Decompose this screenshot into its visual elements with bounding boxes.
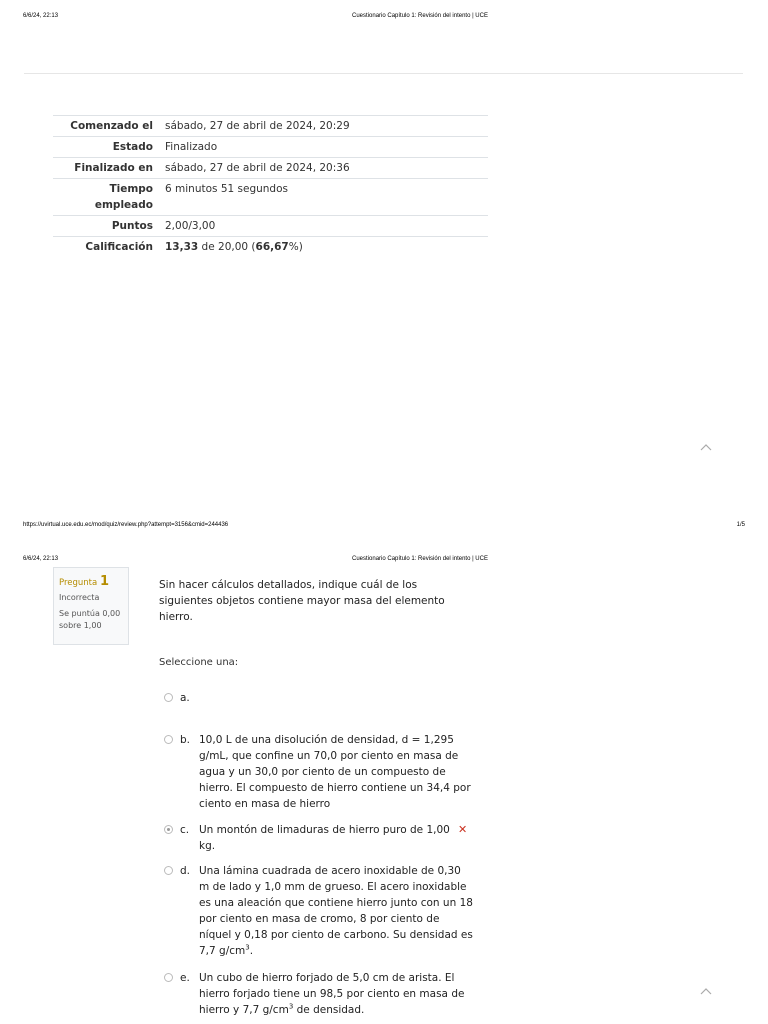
superscript: 3 bbox=[245, 943, 250, 952]
print-date: 6/6/24, 22:13 bbox=[23, 556, 59, 562]
summary-grade bbox=[161, 237, 488, 258]
summary-row bbox=[53, 158, 488, 179]
answer-text-main: Un cubo de hierro forjado de 5,0 cm de arista. El hierro forjado tiene un 98,5 por ciento en masa de hierro y 7,7 g/cm bbox=[199, 972, 465, 1016]
grade-mid: de 20,00 ( bbox=[198, 241, 256, 253]
answer-letter: e. bbox=[180, 972, 190, 984]
grade-value: 13,33 bbox=[165, 241, 199, 253]
answer-text-main: Una lámina cuadrada de acero inoxidable de 0,30 m de lado y 1,0 mm de grueso. El acero inoxidable es una aleación que contiene hierro junto con un 18 por ciento en masa de cromo, 8 por ciento de níquel y 0,18 por ciento de carbono. Su densidad es 7,7 g/cm bbox=[199, 865, 473, 957]
print-header bbox=[0, 13, 768, 27]
print-title: Cuestionario Capítulo 1: Revisión del intento | UCE bbox=[352, 556, 488, 562]
radio-icon[interactable] bbox=[164, 735, 173, 744]
summary-label: Finalizado en bbox=[74, 162, 153, 174]
summary-row bbox=[53, 179, 488, 216]
answer-prompt: Seleccione una: bbox=[159, 657, 239, 668]
question-number-value: 1 bbox=[99, 574, 109, 589]
summary-label: Puntos bbox=[111, 220, 153, 232]
summary-row bbox=[53, 237, 488, 258]
question-text: Sin hacer cálculos detallados, indique cuál de los siguientes objetos contiene mayor masa del elemento hierro. bbox=[159, 579, 445, 623]
chevron-up-icon[interactable] bbox=[700, 443, 714, 453]
summary-row bbox=[53, 137, 488, 158]
radio-icon[interactable] bbox=[164, 866, 173, 875]
question-info bbox=[53, 567, 129, 645]
answer-text bbox=[199, 863, 474, 959]
question-state: Incorrecta bbox=[59, 593, 100, 602]
question-label: Pregunta bbox=[59, 578, 98, 588]
summary-value: 2,00/3,00 bbox=[165, 220, 216, 232]
radio-icon[interactable] bbox=[164, 825, 173, 834]
answer-letter: c. bbox=[180, 824, 190, 836]
radio-icon[interactable] bbox=[164, 973, 173, 982]
summary-label: Estado bbox=[112, 141, 153, 153]
answer-text: Un montón de limaduras de hierro puro de 1,00 kg. bbox=[199, 824, 450, 852]
cross-icon: ✕ bbox=[458, 823, 468, 836]
summary-value: Finalizado bbox=[165, 141, 218, 153]
question-grade: Se puntúa 0,00 sobre 1,00 bbox=[59, 609, 121, 630]
answer-text: 10,0 L de una disolución de densidad, d = 1,295 g/mL, que confine un 70,0 por ciento en masa de agua y un 30,0 por ciento de un compuesto de hierro. El compuesto de hierro contiene un 34,4 por ciento en masa de hierro bbox=[199, 734, 471, 810]
summary-label: Tiempo empleado bbox=[94, 183, 153, 211]
page-number: 1/5 bbox=[736, 522, 745, 528]
summary-value: sábado, 27 de abril de 2024, 20:29 bbox=[165, 120, 350, 132]
answer-letter: d. bbox=[180, 865, 191, 877]
radio-icon[interactable] bbox=[164, 693, 173, 702]
grade-end: %) bbox=[288, 241, 303, 253]
summary-value: sábado, 27 de abril de 2024, 20:36 bbox=[165, 162, 350, 174]
attempt-summary-table bbox=[53, 115, 488, 257]
summary-row bbox=[53, 116, 488, 137]
summary-value: 6 minutos 51 segundos bbox=[165, 183, 288, 195]
summary-row bbox=[53, 216, 488, 237]
grade-percent: 66,67 bbox=[255, 241, 289, 253]
superscript: 3 bbox=[288, 1002, 294, 1011]
summary-label: Comenzado el bbox=[70, 120, 153, 132]
chevron-up-icon[interactable] bbox=[700, 987, 714, 997]
divider bbox=[24, 73, 743, 74]
answer-text bbox=[199, 970, 474, 1018]
summary-label: Calificación bbox=[85, 241, 153, 253]
answer-text-end: de densidad. bbox=[293, 1004, 365, 1016]
question-number bbox=[59, 574, 123, 589]
answer-text-end: . bbox=[249, 945, 254, 957]
print-date: 6/6/24, 22:13 bbox=[23, 13, 59, 19]
print-url: https://uvirtual.uce.edu.ec/mod/quiz/review.php?attempt=3156&cmid=244436 bbox=[23, 522, 229, 528]
print-title: Cuestionario Capítulo 1: Revisión del intento | UCE bbox=[352, 13, 488, 19]
answer-letter: b. bbox=[180, 734, 191, 746]
answer-letter: a. bbox=[180, 692, 190, 704]
